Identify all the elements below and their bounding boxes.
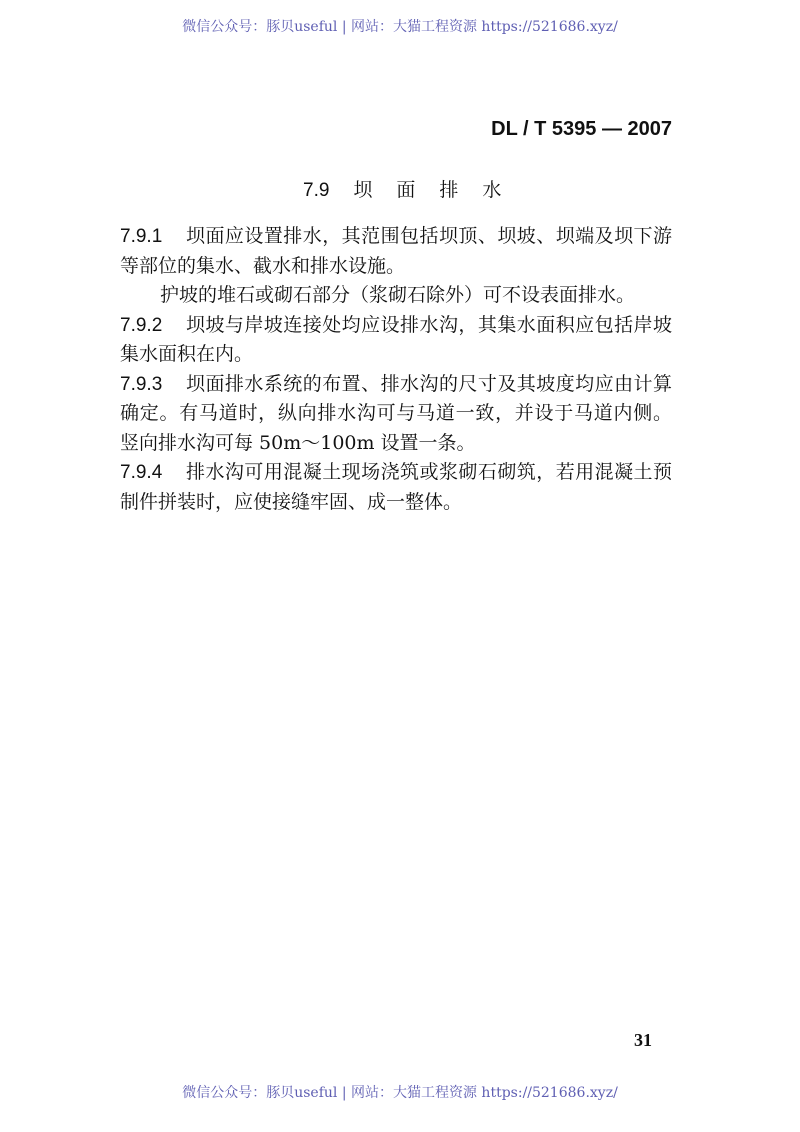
clause-7-9-2-line-1 [120, 311, 672, 341]
clause-text: 坝面应设置排水，其范围包括坝顶、坝坡、坝端及坝下游 [186, 225, 672, 247]
clause-7-9-4-line-1 [120, 458, 672, 488]
watermark-bottom: 微信公众号：豚贝useful | 网站：大猫工程资源 https://521686.xyz/ [182, 1085, 618, 1101]
clause-text: 坝坡与岸坡连接处均应设排水沟，其集水面积应包括岸坡 [186, 313, 672, 336]
clause-number: 7.9.4 [120, 462, 163, 483]
clause-text: 坝面排水系统的布置、排水沟的尺寸及其坡度均应由计算 [186, 372, 672, 395]
clause-7-9-3-line-3: 竖向排水沟可每 50m～100m 设置一条。 [120, 431, 476, 454]
standard-code-header: DL / T 5395 — 2007 [491, 118, 672, 140]
clause-number: 7.9.1 [120, 226, 163, 247]
clause-7-9-1-line-1 [120, 222, 672, 252]
clause-7-9-2-line-2: 集水面积在内。 [120, 343, 254, 365]
section-heading [303, 177, 525, 204]
section-number: 7.9 [303, 180, 330, 201]
clause-7-9-4-line-2: 制件拼装时，应使接缝牢固、成一整体。 [120, 490, 463, 513]
clause-number: 7.9.3 [120, 373, 163, 395]
watermark-top: 微信公众号：豚贝useful | 网站：大猫工程资源 https://521686.xyz/ [182, 19, 618, 35]
section-body [120, 222, 672, 517]
clause-7-9-3-line-1 [120, 370, 672, 400]
clause-7-9-3-line-2: 确定。有马道时，纵向排水沟可与马道一致，并设于马道内侧。 [120, 402, 672, 424]
clause-7-9-1-paragraph-2: 护坡的堆石或砌石部分（浆砌石除外）可不设表面排水。 [160, 284, 636, 306]
clause-text: 排水沟可用混凝土现场浇筑或浆砌石砌筑，若用混凝土预 [186, 461, 672, 483]
clause-number: 7.9.2 [120, 314, 163, 336]
section-title: 坝面排水 [353, 179, 526, 201]
clause-7-9-1-line-2: 等部位的集水、截水和排水设施。 [120, 254, 406, 277]
page-number: 31 [634, 1030, 652, 1050]
